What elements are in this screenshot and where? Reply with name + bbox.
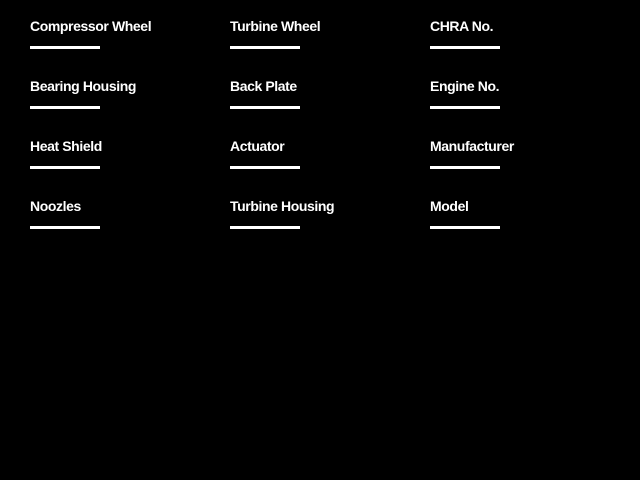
model-blank-line[interactable] [430,226,500,229]
bearing-housing-blank-line[interactable] [30,106,100,109]
back-plate-blank-line[interactable] [230,106,300,109]
field-actuator [230,139,420,169]
turbine-wheel-blank-line[interactable] [230,46,300,49]
noozles-blank-line[interactable] [30,226,100,229]
heat-shield-blank-line[interactable] [30,166,100,169]
field-model [430,199,620,229]
field-back-plate [230,79,420,109]
field-compressor-wheel [30,19,220,49]
field-manufacturer [430,139,620,169]
turbine-housing-label: Turbine Housing [230,198,335,214]
field-engine-no [430,79,620,109]
model-label: Model [430,198,469,214]
field-chra-no [430,19,620,49]
heat-shield-label: Heat Shield [30,138,102,154]
field-bearing-housing [30,79,220,109]
field-heat-shield [30,139,220,169]
compressor-wheel-blank-line[interactable] [30,46,100,49]
chra-no-label: CHRA No. [430,18,494,34]
actuator-blank-line[interactable] [230,166,300,169]
chra-no-blank-line[interactable] [430,46,500,49]
noozles-label: Noozles [30,198,81,214]
actuator-label: Actuator [230,138,285,154]
bearing-housing-label: Bearing Housing [30,78,137,94]
engine-no-label: Engine No. [430,78,500,94]
back-plate-label: Back Plate [230,78,297,94]
field-noozles [30,199,220,229]
manufacturer-blank-line[interactable] [430,166,500,169]
turbine-wheel-label: Turbine Wheel [230,18,321,34]
manufacturer-label: Manufacturer [430,138,514,154]
compressor-wheel-label: Compressor Wheel [30,18,152,34]
field-turbine-wheel [230,19,420,49]
turbine-housing-blank-line[interactable] [230,226,300,229]
engine-no-blank-line[interactable] [430,106,500,109]
field-turbine-housing [230,199,420,229]
